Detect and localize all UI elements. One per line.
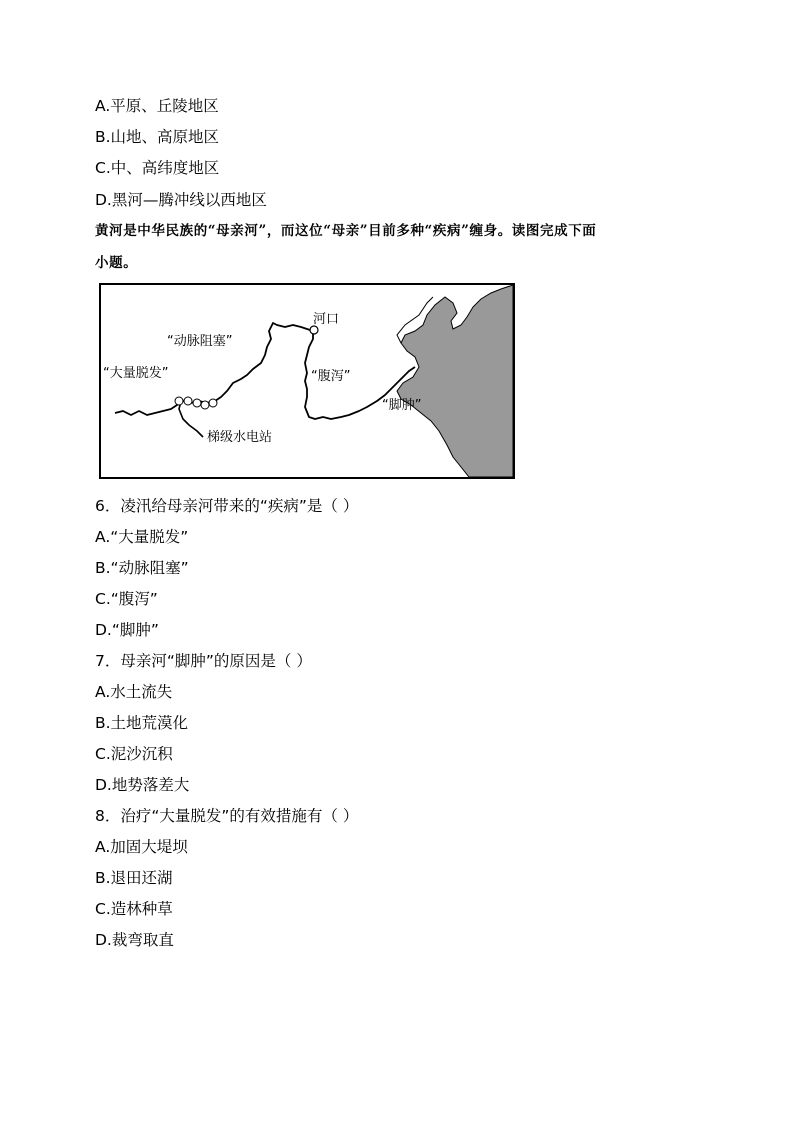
- question-8-stem: 8．治疗“大量脱发”的有效措施有（ ）: [95, 807, 359, 825]
- question-7-option-a: A.水土流失: [95, 683, 173, 701]
- question-7-option-d: D.地势落差大: [95, 776, 190, 794]
- question-7-option-b: B.土地荒漠化: [95, 714, 189, 732]
- question-8-option-c: C.造林种草: [95, 900, 173, 918]
- question-7-option-c: C.泥沙沉积: [95, 745, 173, 763]
- label-swelling: “脚肿”: [382, 398, 422, 413]
- question-6-option-c: C.“腹泻”: [95, 590, 158, 608]
- hekou-marker: [310, 326, 318, 334]
- label-dams: 梯级水电站: [207, 430, 273, 445]
- label-diarrhea: “腹泻”: [311, 369, 351, 384]
- question-6-stem: 6．凌汛给母亲河带来的“疾病”是（ ）: [95, 497, 359, 515]
- label-hairloss: “大量脱发”: [103, 366, 169, 381]
- question-6-option-d: D.“脚肿”: [95, 621, 159, 639]
- question-6-option-a: A.“大量脱发”: [95, 528, 189, 546]
- option-prev-a: A.平原、丘陵地区: [95, 97, 219, 115]
- dam-markers: [175, 397, 217, 409]
- question-8-option-d: D.裁弯取直: [95, 931, 174, 949]
- question-8-option-a: A.加固大堤坝: [95, 838, 188, 856]
- intro-line-2: 小题。: [95, 255, 138, 271]
- option-prev-d: D.黑河—腾冲线以西地区: [95, 191, 267, 209]
- yellow-river-map: [99, 283, 515, 479]
- question-6-option-b: B.“动脉阻塞”: [95, 559, 189, 577]
- option-prev-b: B.山地、高原地区: [95, 128, 220, 146]
- sea-area: [397, 285, 513, 477]
- label-artery: “动脉阻塞”: [167, 334, 233, 349]
- label-hekou: 河口: [313, 312, 340, 327]
- question-7-stem: 7．母亲河“脚肿”的原因是（ ）: [95, 652, 312, 670]
- question-8-option-b: B.退田还湖: [95, 869, 173, 887]
- option-prev-c: C.中、高纬度地区: [95, 159, 220, 177]
- intro-line-1: 黄河是中华民族的“母亲河”，而这位“母亲”目前多种“疾病”缠身。读图完成下面: [95, 223, 597, 239]
